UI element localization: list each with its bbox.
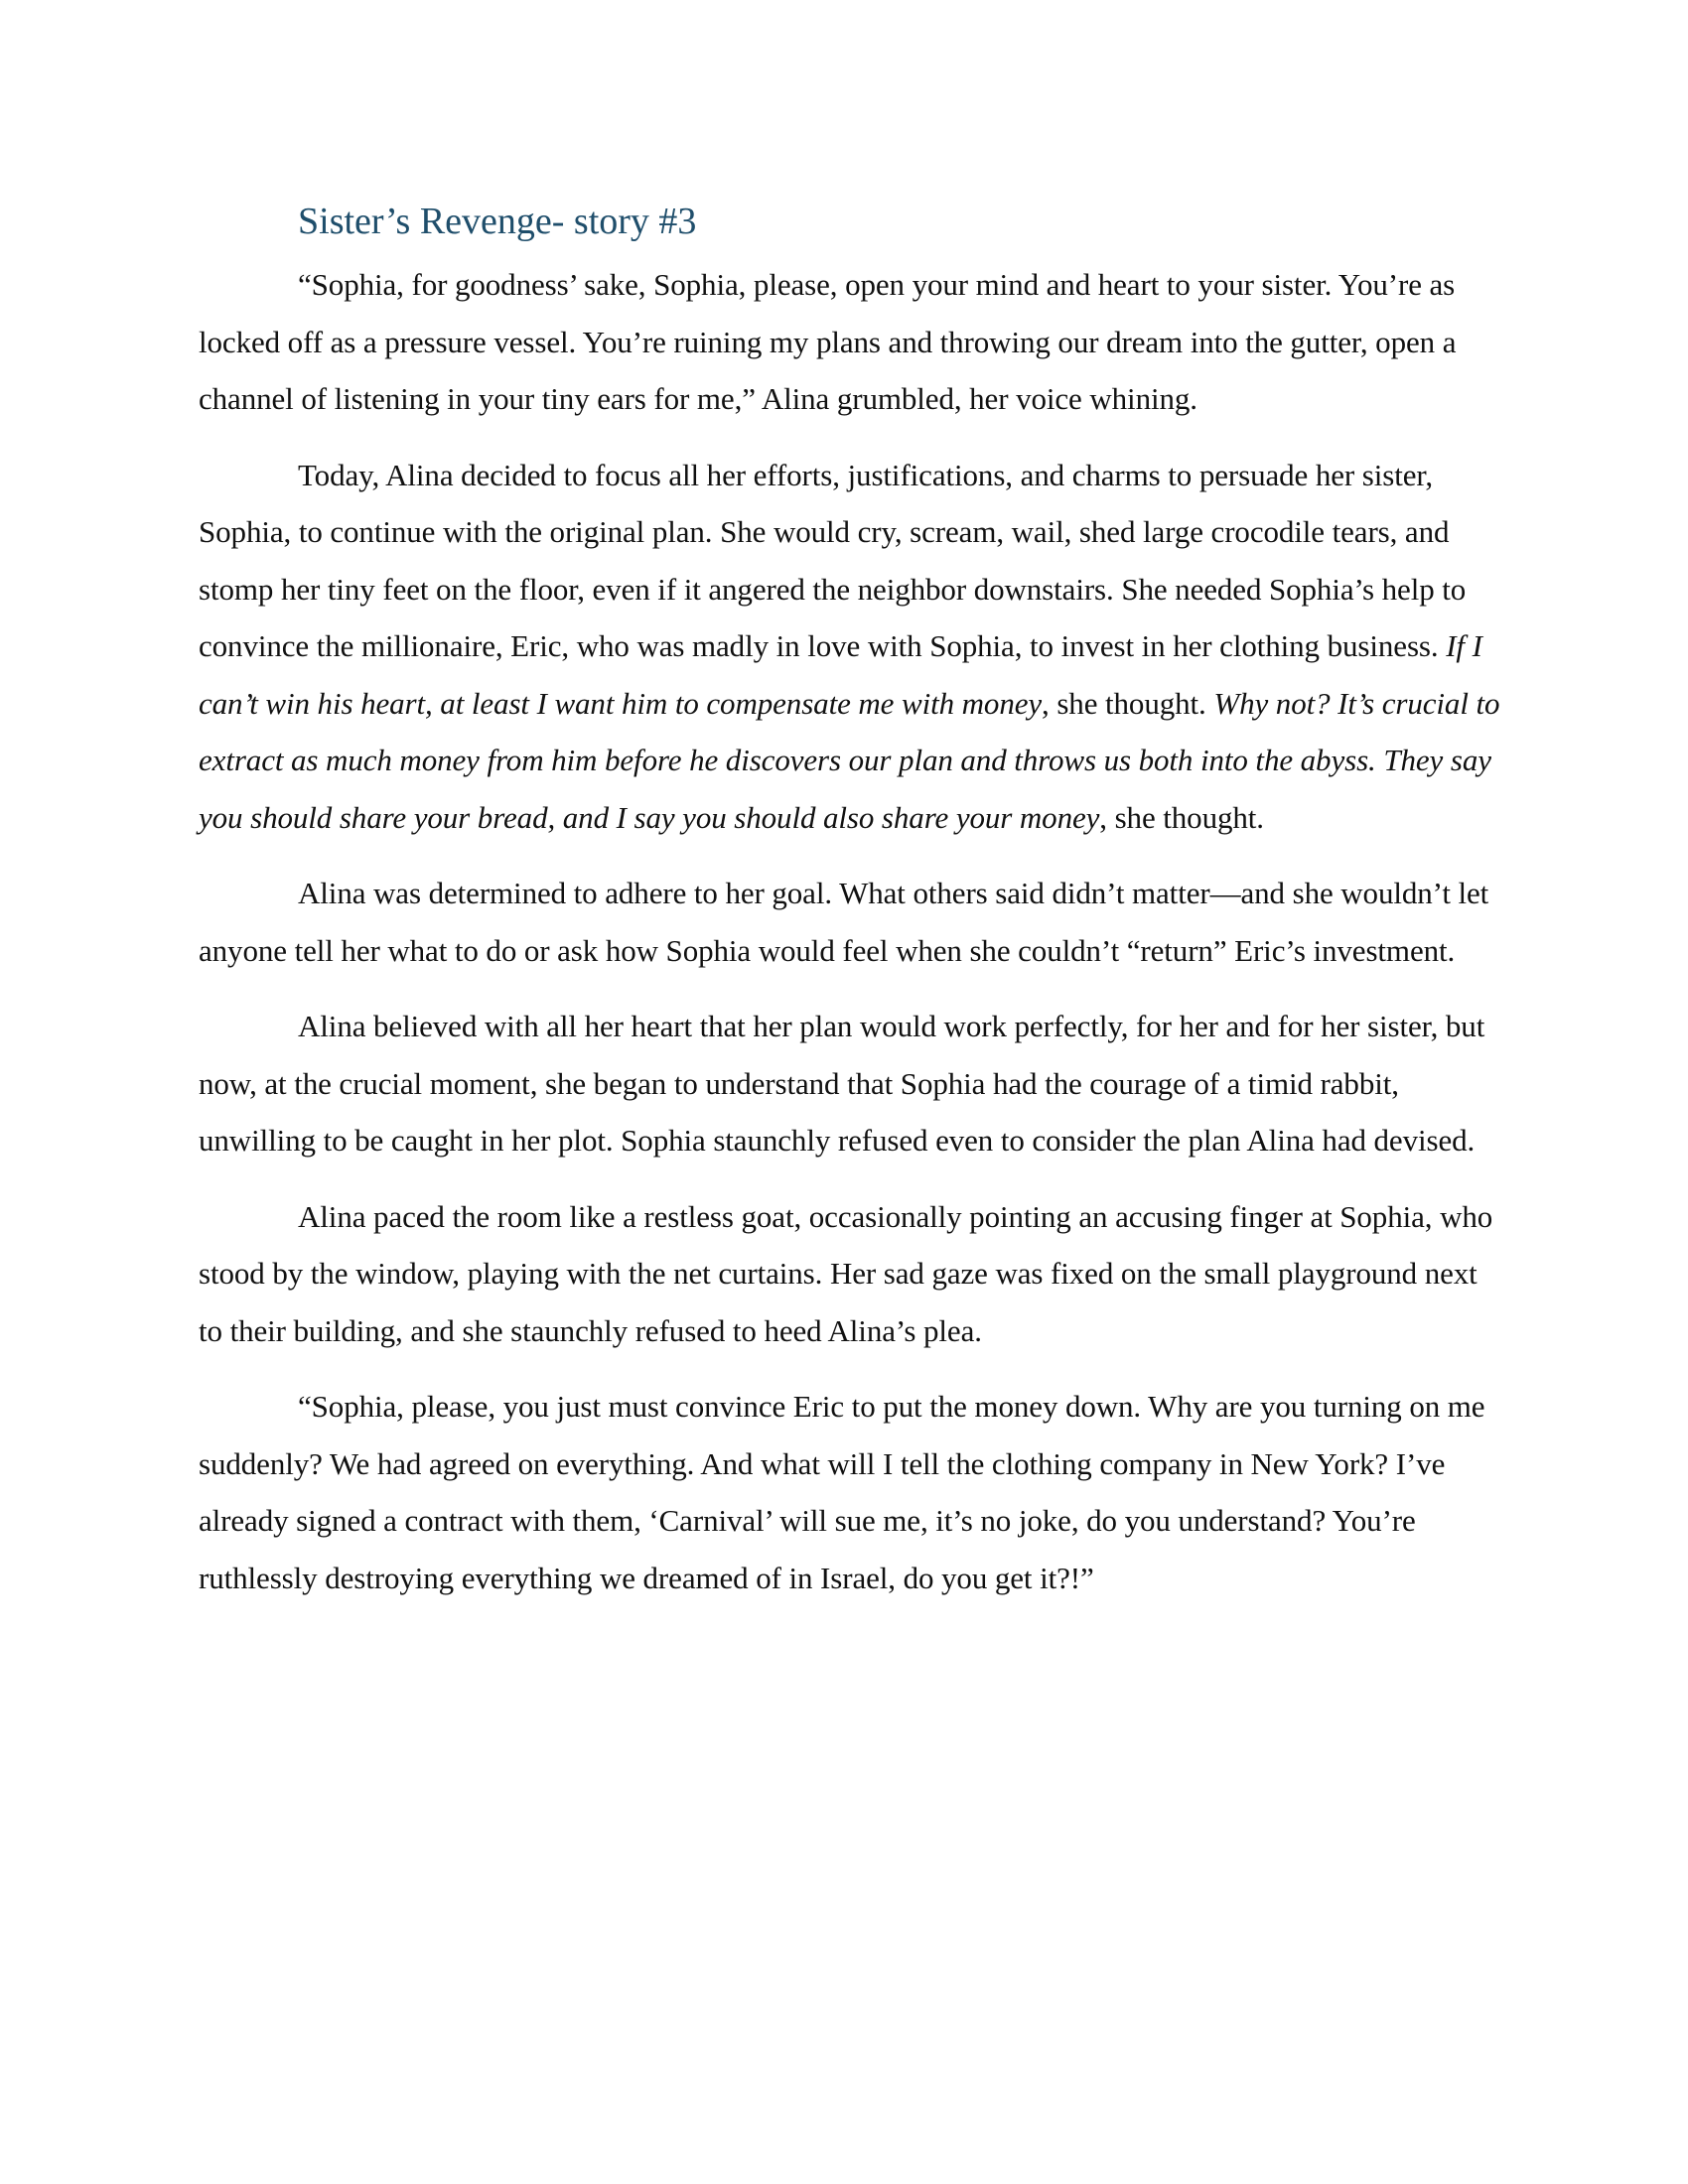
paragraph-text: , she thought.	[1042, 685, 1214, 721]
paragraph-text: Alina paced the room like a restless goat, occasionally pointing an accusing finger at Sophia, who stood by the window, playing with the net curtains. Her sad gaze was fixed on the small playground next to their building, and she staunchly refused to heed Alina’s plea.	[199, 1198, 1493, 1348]
paragraph-6	[199, 1378, 1504, 1606]
paragraph-text: “Sophia, please, you just must convince Eric to put the money down. Why are you turning on me suddenly? We had agreed on everything. And what will I tell the clothing company in New York? I’ve already signed a contract with them, ‘Carnival’ will sue me, it’s no joke, do you understand? You’re ruthlessly destroying everything we dreamed of in Israel, do you get it?!”	[199, 1389, 1485, 1595]
document-page	[199, 194, 1504, 1625]
paragraph-text: , she thought.	[1099, 799, 1264, 835]
paragraph-3	[199, 865, 1504, 979]
paragraph-4	[199, 998, 1504, 1169]
document-title: Sister’s Revenge- story #3	[298, 201, 697, 242]
paragraph-2	[199, 447, 1504, 847]
paragraph-text: Today, Alina decided to focus all her efforts, justifications, and charms to persuade her sister, Sophia, to continue with the original plan. She would cry, scream, wail, shed large crocodile tears, and stomp her tiny feet on the floor, even if it angered the neighbor downstairs. She needed Sophia’s help to convince the millionaire, Eric, who was madly in love with Sophia, to invest in her clothing business.	[199, 457, 1467, 663]
paragraph-text: Alina believed with all her heart that her plan would work perfectly, for her and for her sister, but now, at the crucial moment, she began to understand that Sophia had the courage of a timid rabbit, unwilling to be caught in her plot. Sophia staunchly refused even to consider the plan Alina had devised.	[199, 1009, 1485, 1158]
italic-thought: Why not? It’s crucial to extract as much money from him before he discovers our plan and throws us both into the abyss. They say you should share your bread, and I say you should also share your money	[199, 685, 1500, 835]
paragraph-text: “Sophia, for goodness’ sake, Sophia, please, open your mind and heart to your sister. You’re as locked off as a pressure vessel. You’re ruining my plans and throwing our dream into the gutter, open a channel of listening in your tiny ears for me,” Alina grumbled, her voice whining.	[199, 267, 1457, 416]
paragraph-5	[199, 1188, 1504, 1360]
paragraph-1	[199, 256, 1504, 428]
italic-thought: If I can’t win his heart, at least I want him to compensate me with money	[199, 628, 1482, 721]
paragraph-text: Alina was determined to adhere to her goal. What others said didn’t matter—and she wouldn’t let anyone tell her what to do or ask how Sophia would feel when she couldn’t “return” Eric’s investment.	[199, 876, 1489, 968]
